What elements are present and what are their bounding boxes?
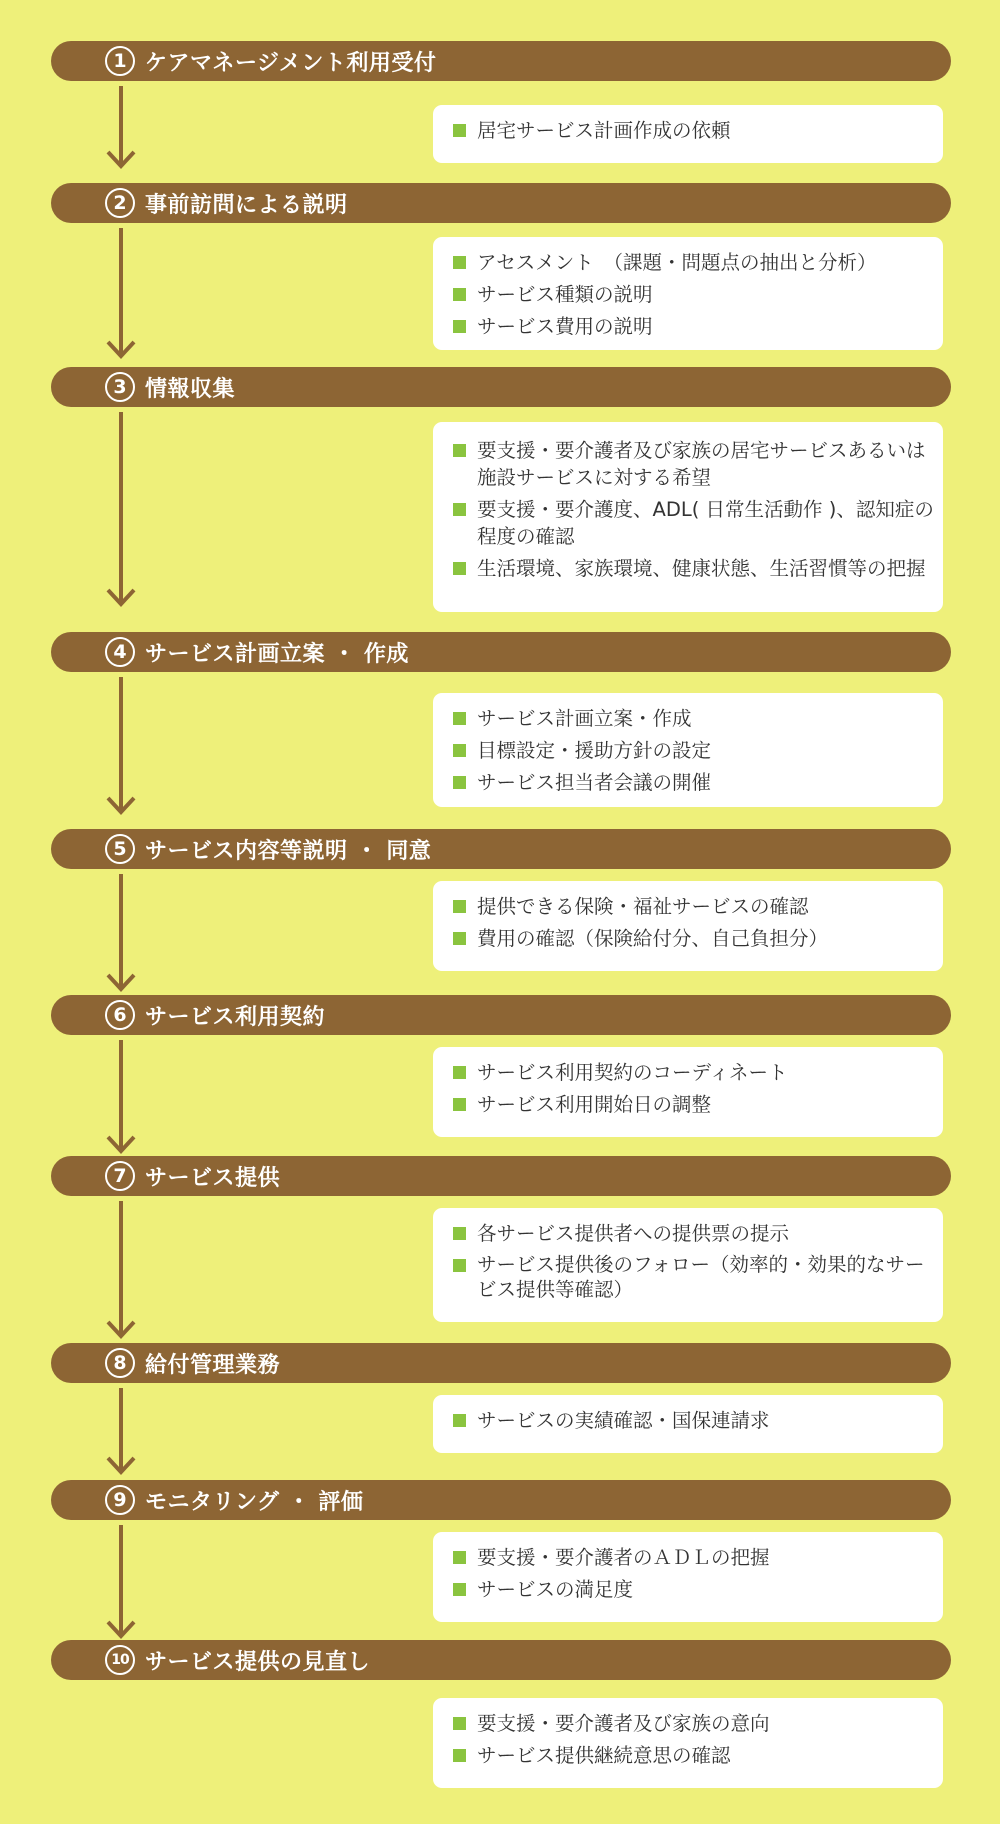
step-number-badge: 2 xyxy=(105,188,135,218)
step-title: サービス提供の見直し xyxy=(145,1649,371,1675)
step-title: 給付管理業務 xyxy=(145,1352,281,1378)
step-number-badge: 4 xyxy=(105,637,135,667)
step-detail-box-1 xyxy=(433,105,943,163)
step-number-badge: 8 xyxy=(105,1348,135,1378)
step-detail-box-8 xyxy=(433,1395,943,1453)
list-item: サービス担当者会議の開催 xyxy=(453,769,937,796)
step-title: サービス利用契約 xyxy=(145,1004,326,1030)
step-bar-1 xyxy=(51,41,951,81)
step-bar-5 xyxy=(51,829,951,869)
step-title: サービス提供 xyxy=(145,1165,281,1191)
list-item: 要支援・要介護者のＡＤＬの把握 xyxy=(453,1544,937,1571)
list-item: アセスメント （課題・問題点の抽出と分析） xyxy=(453,249,937,276)
list-item: サービス利用契約のコーディネート xyxy=(453,1059,937,1086)
flow-arrow xyxy=(106,1201,136,1338)
step-detail-box-4 xyxy=(433,693,943,807)
step-number-badge: 10 xyxy=(105,1645,135,1675)
list-item: 目標設定・援助方針の設定 xyxy=(453,737,937,764)
step-bar-10 xyxy=(51,1640,951,1680)
list-item: 費用の確認（保険給付分、自己負担分） xyxy=(453,925,937,952)
step-title: 事前訪問による説明 xyxy=(145,192,348,218)
list-item: 各サービス提供者への提供票の提示 xyxy=(453,1220,937,1247)
list-item: サービス提供後のフォロー（効率的・効果的なサービス提供等確認） xyxy=(453,1252,937,1302)
flow-arrow xyxy=(106,86,136,168)
step-number-badge: 3 xyxy=(105,372,135,402)
list-item: サービス提供継続意思の確認 xyxy=(453,1742,937,1769)
flow-arrow xyxy=(106,677,136,814)
list-item: サービス費用の説明 xyxy=(453,313,937,340)
flow-arrow xyxy=(106,1525,136,1638)
list-item: 提供できる保険・福祉サービスの確認 xyxy=(453,893,937,920)
step-bar-6 xyxy=(51,995,951,1035)
step-detail-box-3 xyxy=(433,422,943,612)
step-title: ケアマネージメント利用受付 xyxy=(145,50,437,76)
step-detail-box-2 xyxy=(433,237,943,350)
step-number-badge: 7 xyxy=(105,1161,135,1191)
step-bar-2 xyxy=(51,183,951,223)
step-title: 情報収集 xyxy=(145,376,236,402)
flow-arrow xyxy=(106,1388,136,1474)
list-item: サービスの満足度 xyxy=(453,1576,937,1603)
flow-arrow xyxy=(106,412,136,606)
flow-arrow xyxy=(106,228,136,358)
step-bar-8 xyxy=(51,1343,951,1383)
step-detail-box-5 xyxy=(433,881,943,971)
list-item: 生活環境、家族環境、健康状態、生活習慣等の把握 xyxy=(453,555,937,582)
flow-arrow xyxy=(106,874,136,991)
list-item: サービス利用開始日の調整 xyxy=(453,1091,937,1118)
list-item: サービス種類の説明 xyxy=(453,281,937,308)
list-item: 要支援・要介護者及び家族の居宅サービスあるいは施設サービスに対する希望 xyxy=(453,437,937,491)
step-detail-box-7 xyxy=(433,1208,943,1322)
step-number-badge: 5 xyxy=(105,834,135,864)
step-number-badge: 9 xyxy=(105,1485,135,1515)
step-detail-box-6 xyxy=(433,1047,943,1137)
list-item: 要支援・要介護度、ADL( 日常生活動作 )、認知症の程度の確認 xyxy=(453,496,937,550)
step-number-badge: 6 xyxy=(105,1000,135,1030)
step-bar-3 xyxy=(51,367,951,407)
step-bar-9 xyxy=(51,1480,951,1520)
list-item: サービスの実績確認・国保連請求 xyxy=(453,1407,937,1434)
step-bar-7 xyxy=(51,1156,951,1196)
step-title: モニタリング ・ 評価 xyxy=(145,1489,364,1515)
list-item: 居宅サービス計画作成の依頼 xyxy=(453,117,937,144)
step-bar-4 xyxy=(51,632,951,672)
step-detail-box-9 xyxy=(433,1532,943,1622)
flow-arrow xyxy=(106,1040,136,1153)
step-detail-box-10 xyxy=(433,1698,943,1788)
step-title: サービス内容等説明 ・ 同意 xyxy=(145,838,432,864)
step-title: サービス計画立案 ・ 作成 xyxy=(145,641,409,667)
step-number-badge: 1 xyxy=(105,46,135,76)
list-item: サービス計画立案・作成 xyxy=(453,705,937,732)
list-item: 要支援・要介護者及び家族の意向 xyxy=(453,1710,937,1737)
